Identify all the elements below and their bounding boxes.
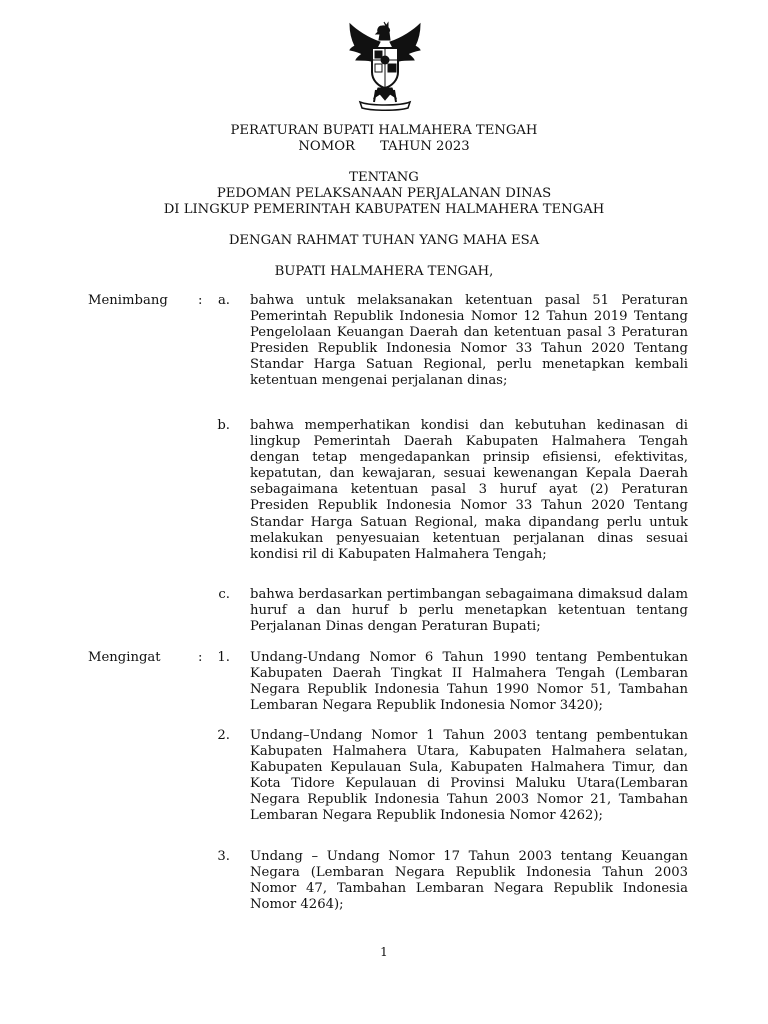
garuda-emblem-icon bbox=[346, 20, 424, 112]
regulation-title: PERATURAN BUPATI HALMAHERA TENGAH bbox=[230, 123, 538, 138]
mengingat-item-2: Undang–Undang Nomor 1 Tahun 2003 tentang pembentukan Kabupaten Halmahera Utara, Kabupaten Halmahera selatan, Kabupaten Kepulauan Sula, Kabupaten Halmahera Timur, dan Kota Tidore Kepulauan di Provinsi Maluku Utara(Lembaran Negara Republik Indonesia Tahun 2003 Nomor 21, Tambahan Lembaran Negara Republik Indonesia Nomor 4262); bbox=[250, 728, 688, 824]
subject-line-1: PEDOMAN PELAKSANAAN PERJALANAN DINAS bbox=[216, 186, 552, 201]
menimbang-marker-a: a. bbox=[217, 293, 230, 308]
subject-line-2: DI LINGKUP PEMERINTAH KABUPATEN HALMAHERA TENGAH bbox=[163, 202, 605, 217]
regulation-number: NOMOR TAHUN 2023 bbox=[298, 139, 470, 154]
menimbang-item-a: bahwa untuk melaksanakan ketentuan pasal 51 Peraturan Pemerintah Republik Indonesia Nomor 12 Tahun 2019 Tentang Pengelolaan Keuangan Daerah dan ketentuan pasal 3 Peraturan Presiden Republik Indonesia Nomor 33 Tahun 2020 Tentang Standar Harga Satuan Regional, perlu menetapkan kembali ketentuan mengenai perjalanan dinas; bbox=[250, 293, 688, 389]
mengingat-label: Mengingat bbox=[88, 650, 161, 665]
menimbang-item-c: bahwa berdasarkan pertimbangan sebagaimana dimaksud dalam huruf a dan huruf b perlu menetapkan ketentuan tentang Perjalanan Dinas dengan Peraturan Bupati; bbox=[250, 587, 688, 635]
mengingat-item-3: Undang – Undang Nomor 17 Tahun 2003 tentang Keuangan Negara (Lembaran Negara Republik Indonesia Tahun 2003 Nomor 47, Tambahan Lembaran Negara Republik Indonesia Nomor 4264); bbox=[250, 849, 688, 913]
mengingat-marker-2: 2. bbox=[217, 728, 230, 743]
menimbang-item-b: bahwa memperhatikan kondisi dan kebutuhan kedinasan di lingkup Pemerintah Daerah Kabupaten Halmahera Tengah dengan tetap mengedapankan prinsip efisiensi, efektivitas, kepatutan, dan kewajaran, sesuai kewenangan Kepala Daerah sebagaimana ketentuan pasal 3 huruf ayat (2) Peraturan Presiden Republik Indonesia Nomor 33 Tahun 2020 Tentang Standar Harga Satuan Regional, maka dipandang perlu untuk melakukan penyesuaian ketentuan perjalanan dinas sesuai kondisi ril di Kabupaten Halmahera Tengah; bbox=[250, 418, 688, 562]
preamble: DENGAN RAHMAT TUHAN YANG MAHA ESA bbox=[228, 233, 540, 248]
menimbang-marker-c: c. bbox=[218, 587, 230, 602]
menimbang-colon: : bbox=[198, 293, 203, 308]
mengingat-item-1: Undang-Undang Nomor 6 Tahun 1990 tentang Pembentukan Kabupaten Daerah Tingkat II Halmahera Tengah (Lembaran Negara Republik Indonesia Tahun 1990 Nomor 51, Tambahan Lembaran Negara Republik Indonesia Nomor 3420); bbox=[250, 650, 688, 714]
menimbang-marker-b: b. bbox=[217, 418, 230, 433]
mengingat-colon: : bbox=[198, 650, 203, 665]
issuer: BUPATI HALMAHERA TENGAH, bbox=[274, 264, 494, 279]
page-number: 1 bbox=[380, 945, 388, 959]
menimbang-label: Menimbang bbox=[88, 293, 168, 308]
mengingat-marker-3: 3. bbox=[217, 849, 230, 864]
mengingat-marker-1: 1. bbox=[217, 650, 230, 665]
tentang-heading: TENTANG bbox=[349, 170, 419, 185]
